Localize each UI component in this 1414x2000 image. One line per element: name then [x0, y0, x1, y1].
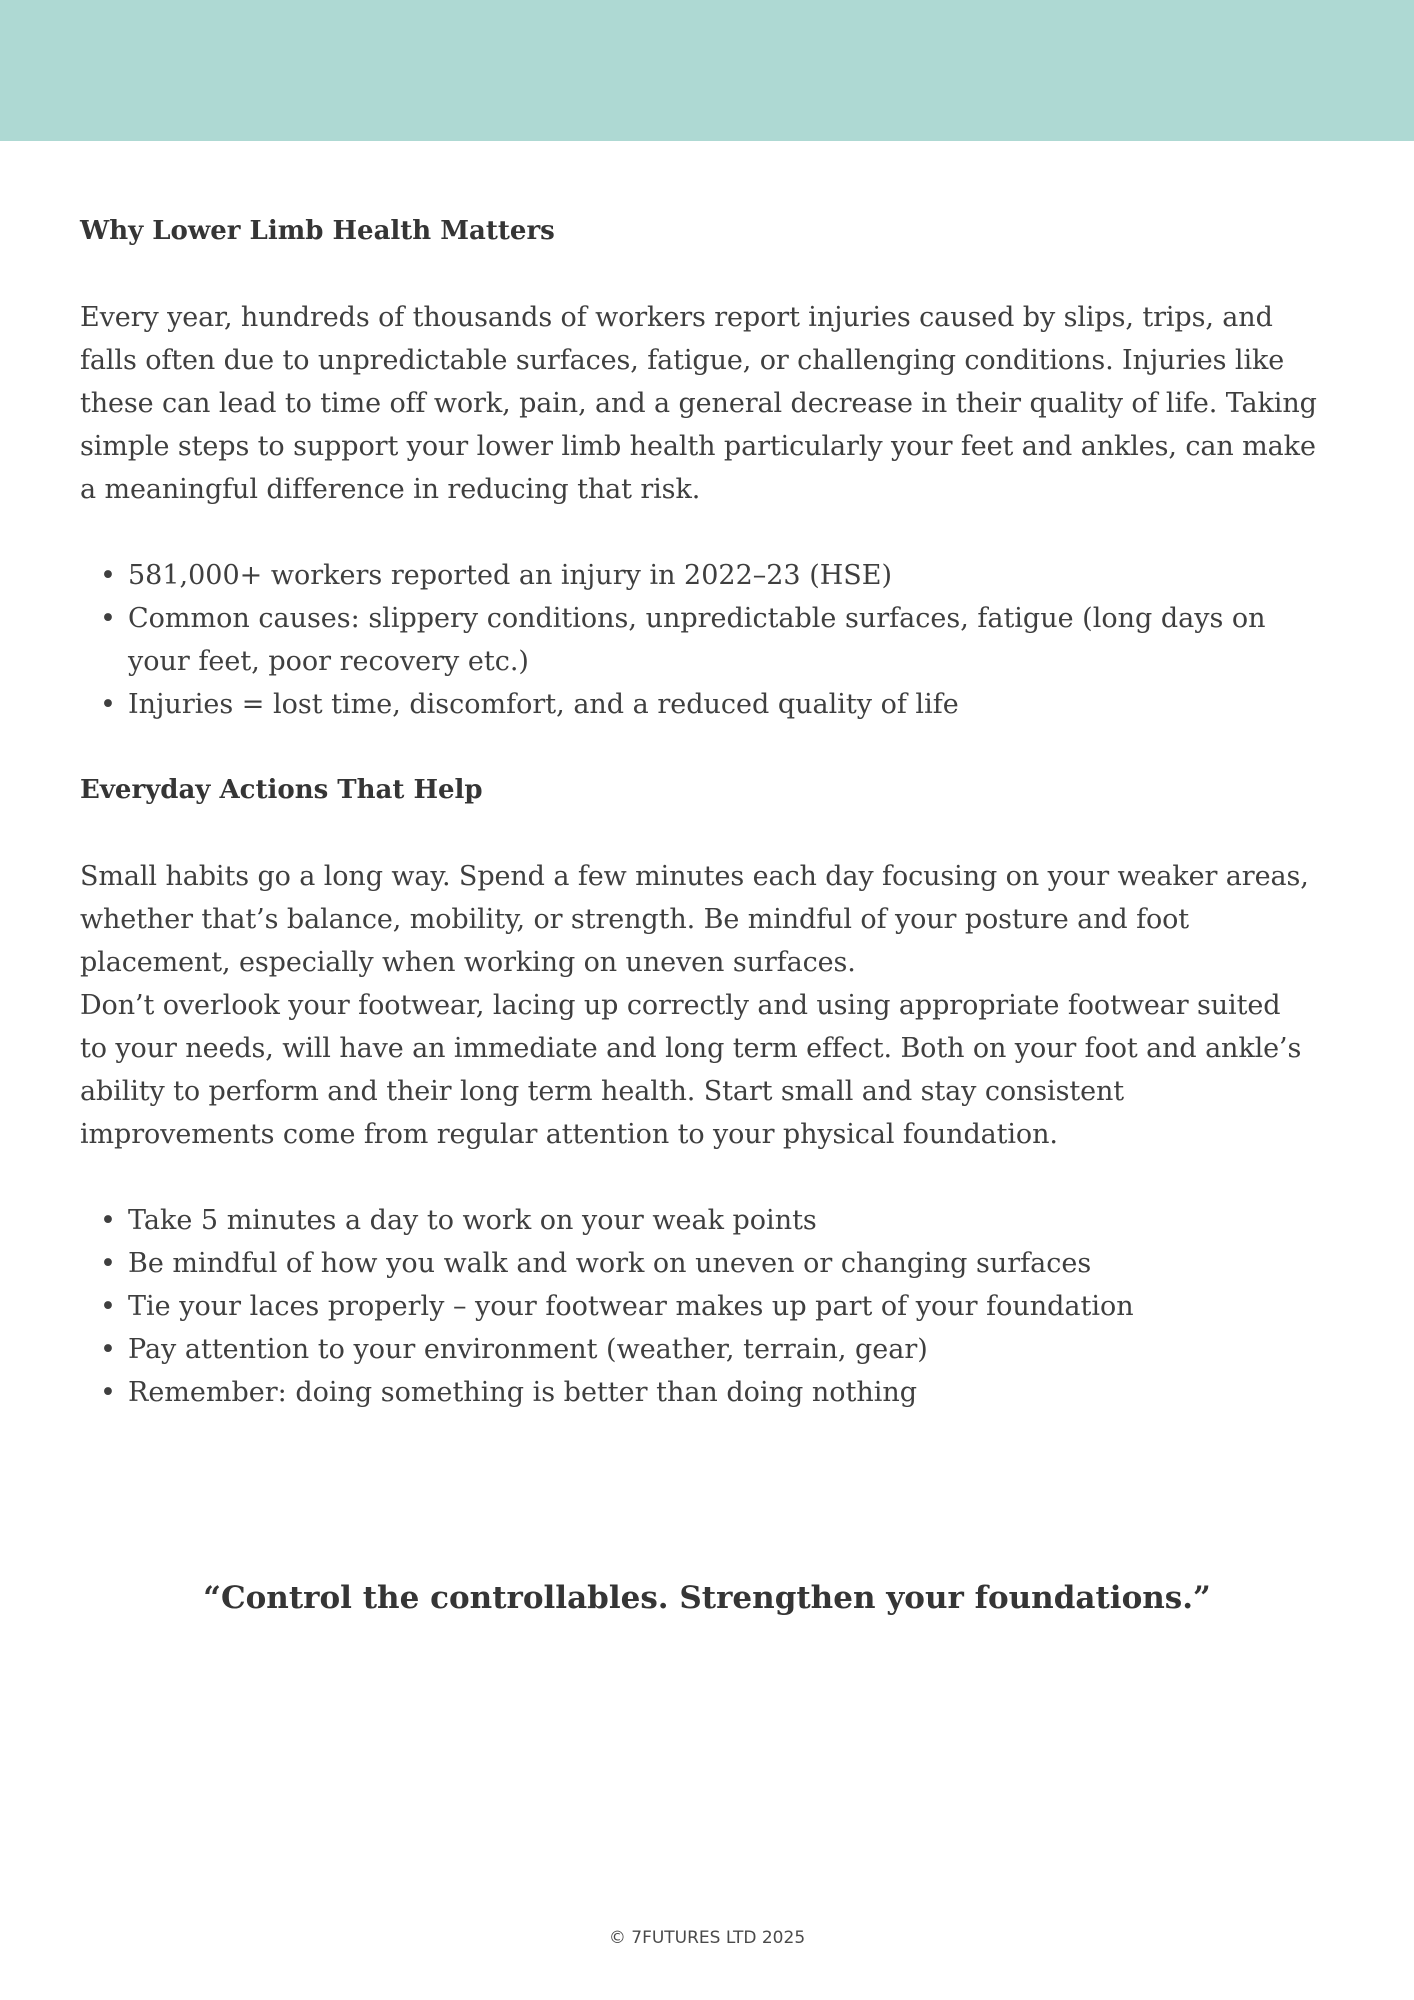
list-item: • Common causes: slippery conditions, unpredictable surfaces, fatigue (long days on your feet, poor recovery etc.) [128, 597, 1340, 683]
document-body [80, 210, 1340, 1414]
paragraph-line: simple steps to support your lower limb health particularly your feet and ankles, can make [80, 431, 1316, 462]
paragraph-line: placement, especially when working on uneven surfaces. [80, 947, 856, 978]
paragraph-line: these can lead to time off work, pain, and a general decrease in their quality of life. Taking [80, 388, 1317, 419]
bullet-icon: • [100, 560, 116, 591]
bullet-icon: • [100, 603, 116, 634]
section-heading-actions: Everyday Actions That Help [80, 775, 483, 805]
closing-quote: “Control the controllables. Strengthen your foundations.” [203, 1580, 1211, 1616]
paragraph-line: to your needs, will have an immediate and long term effect. Both on your foot and ankle’s [80, 1033, 1302, 1064]
bullet-icon: • [100, 1291, 116, 1322]
copyright-footer: © 7FUTURES LTD 2025 [608, 1928, 806, 1948]
header-band [0, 0, 1414, 141]
list-item: • Remember: doing something is better than doing nothing [128, 1371, 1340, 1414]
list-item: • Tie your laces properly – your footwear makes up part of your foundation [128, 1285, 1340, 1328]
bullet-icon: • [100, 1248, 116, 1279]
bullet-icon: • [100, 1205, 116, 1236]
bullet-icon: • [100, 689, 116, 720]
bullet-icon: • [100, 1377, 116, 1408]
paragraph-line: Every year, hundreds of thousands of workers report injuries caused by slips, trips, and [80, 302, 1273, 333]
section-paragraph-why [80, 296, 1340, 511]
bullet-icon: • [100, 1334, 116, 1365]
bullet-list-why [80, 554, 1340, 726]
list-item: • Pay attention to your environment (weather, terrain, gear) [128, 1328, 1340, 1371]
paragraph-line: improvements come from regular attention to your physical foundation. [80, 1119, 1058, 1150]
list-item: • Take 5 minutes a day to work on your weak points [128, 1199, 1340, 1242]
paragraph-line: ability to perform and their long term health. Start small and stay consistent [80, 1076, 1125, 1107]
paragraph-line: Don’t overlook your footwear, lacing up correctly and using appropriate footwear suited [80, 990, 1281, 1021]
list-item: • Injuries = lost time, discomfort, and a reduced quality of life [128, 683, 1340, 726]
bullet-list-actions [80, 1199, 1340, 1414]
paragraph-line: whether that’s balance, mobility, or strength. Be mindful of your posture and foot [80, 904, 1190, 935]
paragraph-line: a meaningful difference in reducing that risk. [80, 474, 701, 505]
list-item: • 581,000+ workers reported an injury in 2022–23 (HSE) [128, 554, 1340, 597]
section-paragraph-actions [80, 855, 1340, 1156]
list-item: • Be mindful of how you walk and work on uneven or changing surfaces [128, 1242, 1340, 1285]
paragraph-line: Small habits go a long way. Spend a few minutes each day focusing on your weaker areas, [80, 861, 1309, 892]
paragraph-line: falls often due to unpredictable surfaces, fatigue, or challenging conditions. Injuries like [80, 345, 1285, 376]
section-heading-why: Why Lower Limb Health Matters [80, 216, 555, 246]
